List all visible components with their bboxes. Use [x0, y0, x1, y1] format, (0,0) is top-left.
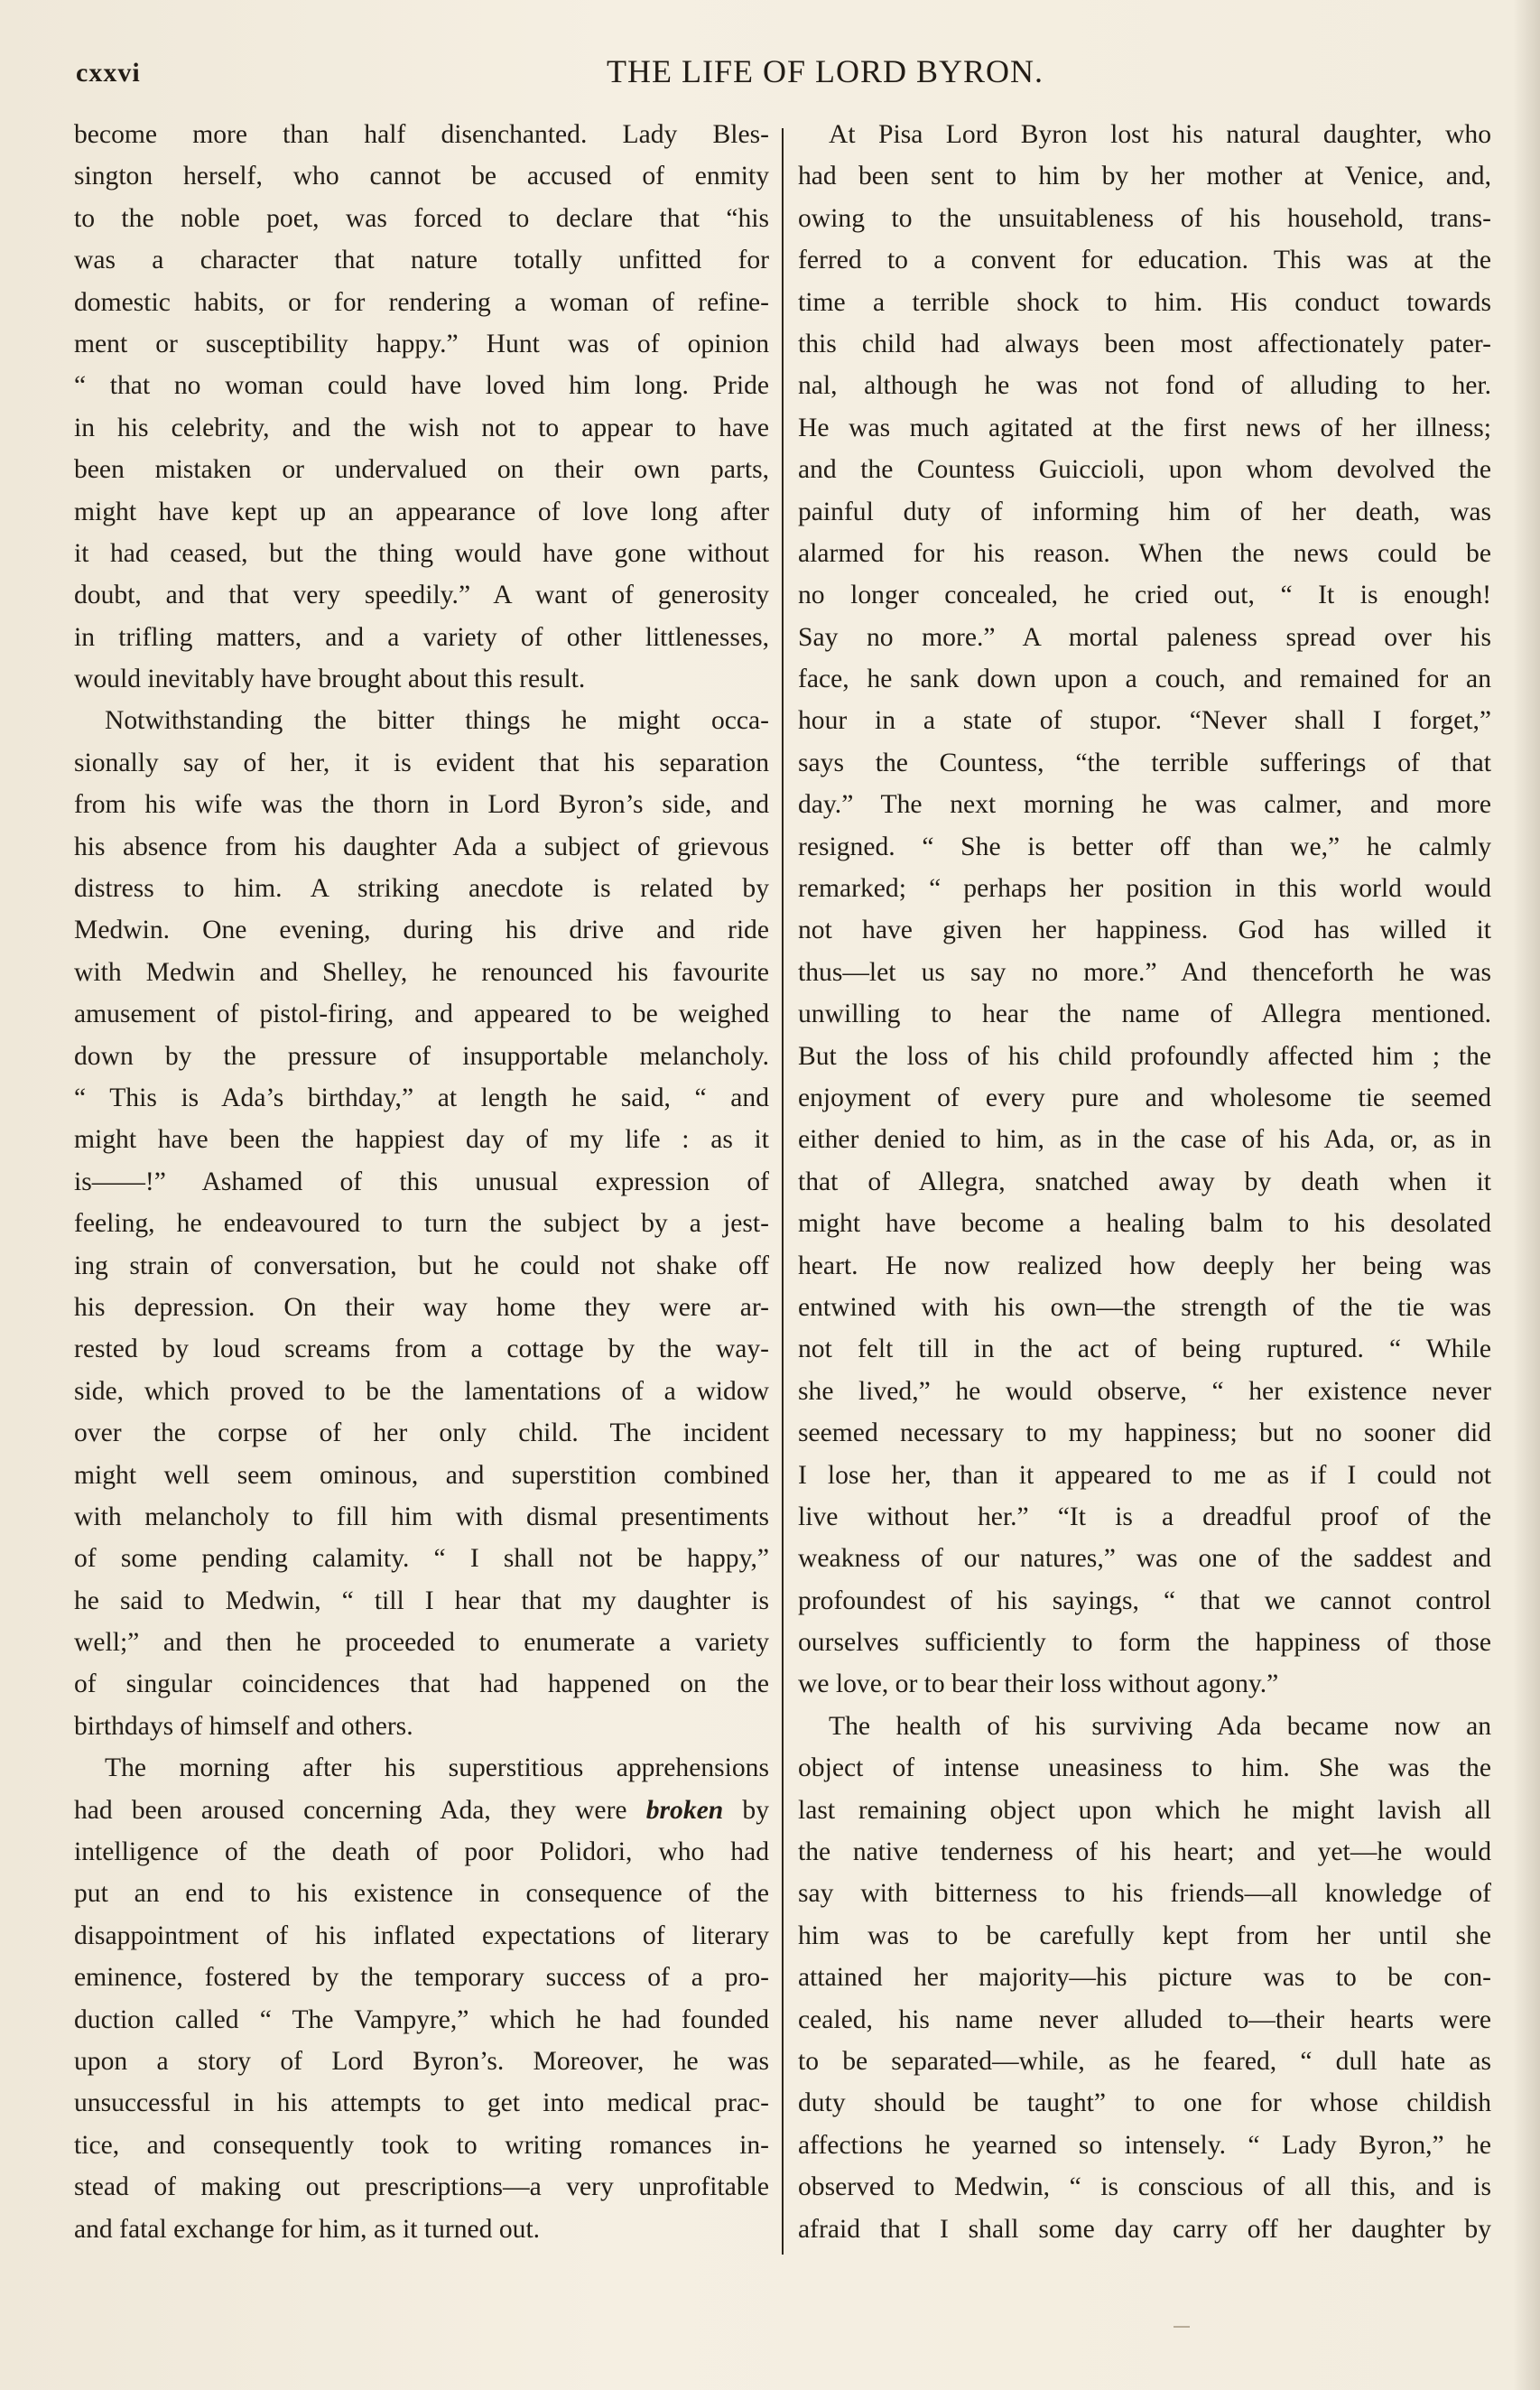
- text-line: Notwithstanding the bitter things he might occa-: [105, 706, 769, 736]
- text-line: down by the pressure of insupportable melancholy.: [74, 1041, 769, 1071]
- text-line: domestic habits, or for rendering a woman of refine-: [74, 287, 769, 317]
- text-line: rested by loud screams from a cottage by the way-: [74, 1334, 769, 1364]
- text-line: enjoyment of every pure and wholesome tie seemed: [798, 1083, 1491, 1112]
- text-line: was a character that nature totally unfitted for: [74, 246, 769, 275]
- text-line: from his wife was the thorn in Lord Byron’s side, and: [74, 790, 769, 820]
- text-line: live without her.” “It is a dreadful proof of the: [798, 1502, 1491, 1531]
- emphasized-word: broken: [645, 1795, 724, 1825]
- text-line: of singular coincidences that had happened on the: [74, 1669, 769, 1699]
- text-line: is——!” Ashamed of this unusual expression of: [74, 1167, 769, 1196]
- text-line: that of Allegra, snatched away by death when it: [798, 1167, 1491, 1196]
- text-line: stead of making out prescriptions—a very unprofitable: [74, 2172, 769, 2202]
- running-title: THE LIFE OF LORD BYRON.: [606, 53, 1044, 89]
- text-line: the native tenderness of his heart; and yet—he would: [798, 1837, 1491, 1867]
- right-text-column: [798, 114, 1491, 2250]
- text-line: might have become a healing balm to his desolated: [798, 1209, 1491, 1239]
- text-line: he said to Medwin, “ till I hear that my daughter is: [74, 1586, 769, 1615]
- text-line: upon a story of Lord Byron’s. Moreover, he was: [74, 2046, 769, 2076]
- text-line: painful duty of informing him of her death, was: [798, 497, 1491, 526]
- text-line: But the loss of his child profoundly affected him ; the: [798, 1041, 1491, 1071]
- text-line: eminence, fostered by the temporary success of a pro-: [74, 1963, 769, 1993]
- text-line: duction called “ The Vampyre,” which he had founded: [74, 2004, 769, 2034]
- text-line: ing strain of conversation, but he could not shake off: [74, 1251, 769, 1280]
- text-line: cealed, his name never alluded to—their hearts were: [798, 2004, 1491, 2034]
- text-line: affections he yearned so intensely. “ Lady Byron,” he: [798, 2130, 1491, 2160]
- text-line: not felt till in the act of being ruptured. “ While: [798, 1334, 1491, 1364]
- text-line: He was much agitated at the first news of her illness;: [798, 413, 1491, 442]
- page-edge-shadow: [1513, 0, 1540, 2390]
- text-line: had been aroused concerning Ada, they were broken by: [74, 1795, 769, 1825]
- text-line: to be separated—while, as he feared, “ dull hate as: [798, 2046, 1491, 2076]
- text-line: sington herself, who cannot be accused of enmity: [74, 162, 769, 191]
- text-line: profoundest of his sayings, “ that we cannot control: [798, 1586, 1491, 1615]
- column-divider: [782, 128, 784, 2255]
- text-line: hour in a state of stupor. “Never shall I forget,”: [798, 706, 1491, 736]
- text-line: sionally say of her, it is evident that his separation: [74, 748, 769, 777]
- text-line: ferred to a convent for education. This was at the: [798, 246, 1491, 275]
- text-line: say with bitterness to his friends—all knowledge of: [798, 1879, 1491, 1909]
- text-line: Say no more.” A mortal paleness spread over his: [798, 622, 1491, 652]
- text-line: At Pisa Lord Byron lost his natural daughter, who: [829, 120, 1491, 149]
- text-line: owing to the unsuitableness of his household, trans-: [798, 203, 1491, 233]
- text-line: nal, although he was not fond of alluding to her.: [798, 371, 1491, 401]
- text-line: day.” The next morning he was calmer, and more: [798, 790, 1491, 820]
- page-number: cxxvi: [76, 58, 141, 88]
- text-line: and the Countess Guiccioli, upon whom devolved the: [798, 455, 1491, 485]
- text-line: seemed necessary to my happiness; but no sooner did: [798, 1418, 1491, 1448]
- text-line: Medwin. One evening, during his drive and ride: [74, 916, 769, 945]
- text-line: afraid that I shall some day carry off her daughter by: [798, 2214, 1491, 2244]
- text-line: amusement of pistol-firing, and appeared to be weighed: [74, 1000, 769, 1029]
- text-line: observed to Medwin, “ is conscious of all this, and is: [798, 2172, 1491, 2202]
- text-line: him was to be carefully kept from her until she: [798, 1920, 1491, 1950]
- paper-mark: [1174, 2326, 1190, 2328]
- text-line: doubt, and that very speedily.” A want of generosity: [74, 581, 769, 610]
- text-line: birthdays of himself and others.: [74, 1711, 413, 1741]
- text-line: I lose her, than it appeared to me as if I could not: [798, 1460, 1491, 1490]
- text-line: had been sent to him by her mother at Venice, and,: [798, 162, 1491, 191]
- text-line: with melancholy to fill him with dismal presentiments: [74, 1502, 769, 1531]
- text-line: become more than half disenchanted. Lady Bles-: [74, 120, 769, 149]
- text-line: “ This is Ada’s birthday,” at length he said, “ and: [74, 1083, 769, 1112]
- text-line: might have kept up an appearance of love long after: [74, 497, 769, 526]
- text-line: his depression. On their way home they were ar-: [74, 1292, 769, 1322]
- text-line: put an end to his existence in consequence of the: [74, 1879, 769, 1909]
- text-line: well;” and then he proceeded to enumerate a variety: [74, 1628, 769, 1658]
- text-line: either denied to him, as in the case of his Ada, or, as in: [798, 1125, 1491, 1155]
- text-line: feeling, he endeavoured to turn the subject by a jest-: [74, 1209, 769, 1239]
- text-line: might have been the happiest day of my life : as it: [74, 1125, 769, 1155]
- text-line: this child had always been most affectionately pater-: [798, 329, 1491, 358]
- text-line: The morning after his superstitious apprehensions: [105, 1753, 769, 1783]
- text-line: says the Countess, “the terrible sufferings of that: [798, 748, 1491, 777]
- text-line: disappointment of his inflated expectations of literary: [74, 1920, 769, 1950]
- text-line: thus—let us say no more.” And thenceforth he was: [798, 957, 1491, 987]
- text-line: no longer concealed, he cried out, “ It is enough!: [798, 581, 1491, 610]
- text-line: face, he sank down upon a couch, and remained for an: [798, 665, 1491, 694]
- text-line: time a terrible shock to him. His conduct towards: [798, 287, 1491, 317]
- text-line: remarked; “ perhaps her position in this world would: [798, 874, 1491, 904]
- text-line: it had ceased, but the thing would have gone without: [74, 538, 769, 568]
- text-line: might well seem ominous, and superstition combined: [74, 1460, 769, 1490]
- text-line: with Medwin and Shelley, he renounced his favourite: [74, 957, 769, 987]
- text-line: “ that no woman could have loved him long. Pride: [74, 371, 769, 401]
- text-line: over the corpse of her only child. The incident: [74, 1418, 769, 1448]
- text-line: The health of his surviving Ada became now an: [829, 1711, 1491, 1741]
- text-line: attained her majority—his picture was to be con-: [798, 1963, 1491, 1993]
- text-line: not have given her happiness. God has willed it: [798, 916, 1491, 945]
- text-line: last remaining object upon which he might lavish all: [798, 1795, 1491, 1825]
- text-line: resigned. “ She is better off than we,” he calmly: [798, 832, 1491, 861]
- text-line: duty should be taught” to one for whose childish: [798, 2088, 1491, 2118]
- text-line: object of intense uneasiness to him. She was the: [798, 1753, 1491, 1783]
- left-text-column: [74, 114, 769, 2250]
- running-header: [76, 51, 1504, 105]
- text-line: she lived,” he would observe, “ her existence never: [798, 1376, 1491, 1406]
- text-line: ourselves sufficiently to form the happiness of those: [798, 1628, 1491, 1658]
- text-line: unsuccessful in his attempts to get into medical prac-: [74, 2088, 769, 2118]
- text-line: tice, and consequently took to writing romances in-: [74, 2130, 769, 2160]
- text-line: heart. He now realized how deeply her being was: [798, 1251, 1491, 1280]
- text-line: distress to him. A striking anecdote is related by: [74, 874, 769, 904]
- text-line: to the noble poet, was forced to declare that “his: [74, 203, 769, 233]
- text-line: unwilling to hear the name of Allegra mentioned.: [798, 1000, 1491, 1029]
- text-line: ment or susceptibility happy.” Hunt was of opinion: [74, 329, 769, 358]
- text-line: alarmed for his reason. When the news could be: [798, 538, 1491, 568]
- text-line: in trifling matters, and a variety of other littlenesses,: [74, 622, 769, 652]
- text-line: would inevitably have brought about this result.: [74, 665, 586, 694]
- text-line: side, which proved to be the lamentations of a widow: [74, 1376, 769, 1406]
- text-line: in his celebrity, and the wish not to appear to have: [74, 413, 769, 442]
- text-line: entwined with his own—the strength of the tie was: [798, 1292, 1491, 1322]
- text-line: we love, or to bear their loss without agony.”: [798, 1669, 1279, 1699]
- text-line: and fatal exchange for him, as it turned out.: [74, 2214, 541, 2244]
- text-line: intelligence of the death of poor Polidori, who had: [74, 1837, 769, 1867]
- text-line: been mistaken or undervalued on their own parts,: [74, 455, 769, 485]
- text-line: weakness of our natures,” was one of the saddest and: [798, 1544, 1491, 1574]
- text-line: his absence from his daughter Ada a subject of grievous: [74, 832, 769, 861]
- text-line: of some pending calamity. “ I shall not be happy,”: [74, 1544, 769, 1574]
